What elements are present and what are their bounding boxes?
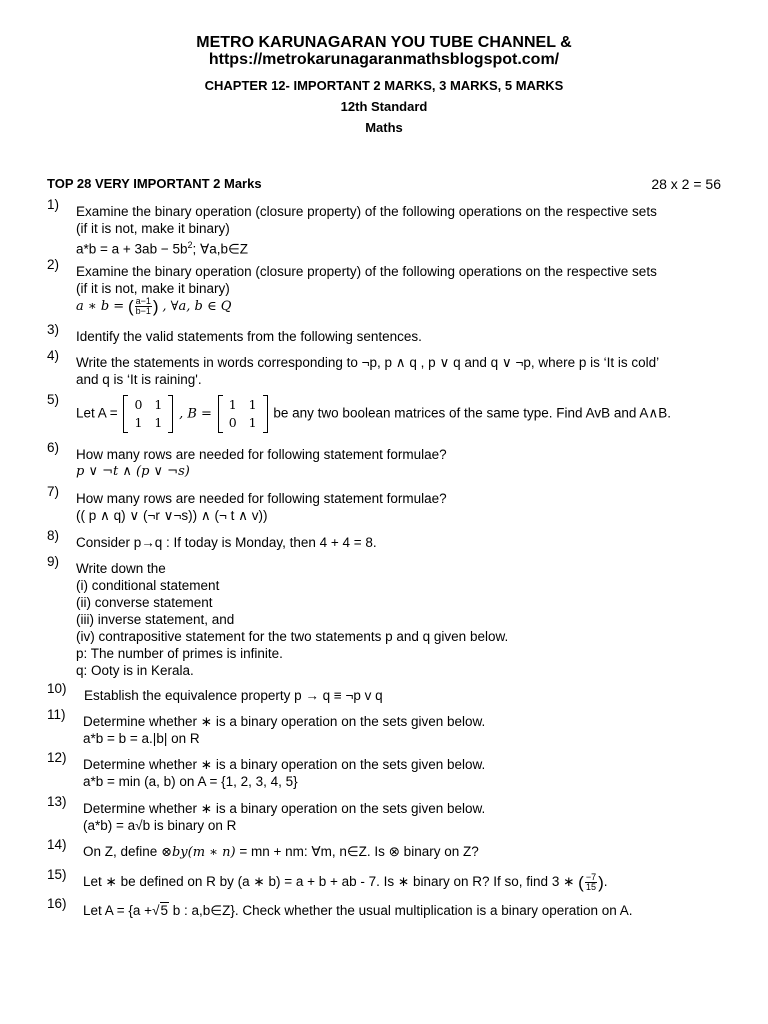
- question-number: 9): [47, 554, 60, 569]
- question-text: Write down the: [76, 561, 166, 576]
- question-number: 15): [47, 867, 67, 882]
- question-text: Examine the binary operation (closure property) of the following operations on the respective sets: [76, 204, 657, 219]
- question-formula: (a*b) = a√b is binary on R: [83, 818, 237, 833]
- question-formula: a*b = b = a.|b| on R: [83, 731, 200, 746]
- question-number: 13): [47, 794, 67, 809]
- question-number: 3): [47, 322, 60, 337]
- question-text: How many rows are needed for following statement formulae?: [76, 447, 447, 462]
- document-page: METRO KARUNAGARAN YOU TUBE CHANNEL & https://metrokarunagaranmathsblogspot.com/ CHAPTER 12- IMPORTANT 2 MARKS, 3 MARKS, 5 MARKS 12th Standard Maths TOP 28 VERY IMPORTANT 2 Marks 28 x 2 = 56 1) Examine the binary operation (closure property) of the following operations on the respective sets (if it is not, make it binary) $a*b = a + 3ab - 5b^2$; ∀a,b∈Z 2) Examine the binary operation (closure property) of the following operations on the respective sets (if it is not, make it binary) a ∗ b = ( $\frac{a-1}{b-1}$ ) , ∀a, b ∈ Q 3) Identify the valid statements from the following sentences. 4) Write the statements in words corresponding to ¬p, p ∧ q , p ∨ q and q ∨ ¬p, where p is ‘It is cold’ and q is ‘It is raining'. 5) Let A = 0 1 1 1 , B = 1 1 0 1 be any two boolean matrices of the same type. Find AvB and A∧B. 6) How many rows are needed for following statement formulae? p ∨ ¬t ∧ (p ∨ ¬s) 7) How many rows are needed for following statement formulae? (( p ∧ q) ∨ (¬r ∨¬s)) ∧ (¬ t ∧ v)) 8) Consider p→q : If today is Monday, then 4 + 4 = 8. 9) Write down the (i) conditional statement (ii) converse statement (iii) inverse statement, and (iv) contrapositive statement for the two statements p and q given below. p: The number of primes is infinite. q: Ooty is in Kerala. 10) Establish the equivalence property p → q ≡ ¬p v q 11) Determine whether ∗ is a binary operation on the sets given below. a*b = b = a.|b| on R 12) Determine whether ∗ is a binary operation on the sets given below. a*b = min (a, b) on A = {1, 2, 3, 4, 5} 13) Determine whether ∗ is a binary operation on the sets given below. (a*b) = a√b is binary on R 14) On Z, define ⊗by(m ∗ n) = mn + nm: ∀m, n∈Z. Is ⊗ binary on Z? 15) Let ∗ be defined on R by (a ∗ b) = a + b + ab - 7. Is ∗ binary on R? If so, find 3 ∗ ( $\frac{-7}{15}$ ). 16) Let A = {a +√5 b : a,b∈Z}. Check whether the usual multiplication is a binary operation on A.: [0, 0, 768, 1024]
- question-number: 4): [47, 348, 60, 363]
- question-number: 6): [47, 440, 60, 455]
- subject-label: Maths: [365, 120, 403, 135]
- question-formula: $a*b = a + 3ab - 5b^2$; ∀a,b∈Z: [76, 240, 249, 257]
- question-number: 7): [47, 484, 60, 499]
- question-formula: a ∗ b = ( $\frac{a-1}{b-1}$ ) , ∀a, b ∈ Q: [76, 296, 232, 316]
- question-formula: ⊗by(m ∗ n): [161, 845, 236, 860]
- question-number: 1): [47, 197, 60, 212]
- question-text-cont: and q is ‘It is raining'.: [76, 372, 202, 387]
- question-item: (iii) inverse statement, and: [76, 612, 235, 627]
- question-text: Determine whether ∗ is a binary operation on the sets given below.: [83, 714, 486, 729]
- question-formula: (( p ∧ q) ∨ (¬r ∨¬s)) ∧ (¬ t ∧ v)): [76, 508, 268, 523]
- question-text: Identify the valid statements from the following sentences.: [76, 329, 422, 344]
- question-number: 16): [47, 896, 67, 911]
- chapter-title: CHAPTER 12- IMPORTANT 2 MARKS, 3 MARKS, 5 MARKS: [204, 78, 564, 93]
- question-text: Determine whether ∗ is a binary operation on the sets given below.: [83, 757, 486, 772]
- matrix-a: 0 1 1 1: [123, 395, 173, 433]
- statement-p: p: The number of primes is infinite.: [76, 646, 283, 661]
- question-note: (if it is not, make it binary): [76, 281, 230, 296]
- question-text: How many rows are needed for following statement formulae?: [76, 491, 447, 506]
- question-number: 5): [47, 392, 60, 407]
- question-text: Establish the equivalence property p → q ≡ ¬p v q: [84, 688, 383, 703]
- blog-url: https://metrokarunagaranmathsblogspot.com/: [208, 51, 560, 68]
- question-number: 2): [47, 257, 60, 272]
- standard-label: 12th Standard: [340, 99, 428, 114]
- question-note: (if it is not, make it binary): [76, 221, 230, 236]
- question-number: 12): [47, 750, 67, 765]
- question-number: 14): [47, 837, 67, 852]
- question-text: Determine whether ∗ is a binary operation on the sets given below.: [83, 801, 486, 816]
- matrix-b: 1 1 0 1: [218, 395, 268, 433]
- question-number: 10): [47, 681, 67, 696]
- question-item: (i) conditional statement: [76, 578, 220, 593]
- sqrt-symbol: √: [152, 903, 160, 918]
- question-item: (ii) converse statement: [76, 595, 213, 610]
- question-text: Write the statements in words corresponding to ¬p, p ∧ q , p ∨ q and q ∨ ¬p, where p is ‘It is cold’: [76, 355, 660, 370]
- statement-q: q: Ooty is in Kerala.: [76, 663, 194, 678]
- channel-title: METRO KARUNAGARAN YOU TUBE CHANNEL &: [196, 34, 572, 51]
- question-item: (iv) contrapositive statement for the two statements p and q given below.: [76, 629, 509, 644]
- section-title: TOP 28 VERY IMPORTANT 2 Marks: [47, 176, 262, 191]
- section-score: 28 x 2 = 56: [651, 176, 721, 192]
- question-number: 8): [47, 528, 60, 543]
- question-number: 11): [47, 707, 66, 722]
- question-text: Examine the binary operation (closure property) of the following operations on the respective sets: [76, 264, 657, 279]
- question-text: Consider p→q : If today is Monday, then 4 + 4 = 8.: [76, 535, 377, 550]
- question-formula: a*b = min (a, b) on A = {1, 2, 3, 4, 5}: [83, 774, 298, 789]
- question-formula: p ∨ ¬t ∧ (p ∨ ¬s): [76, 464, 190, 479]
